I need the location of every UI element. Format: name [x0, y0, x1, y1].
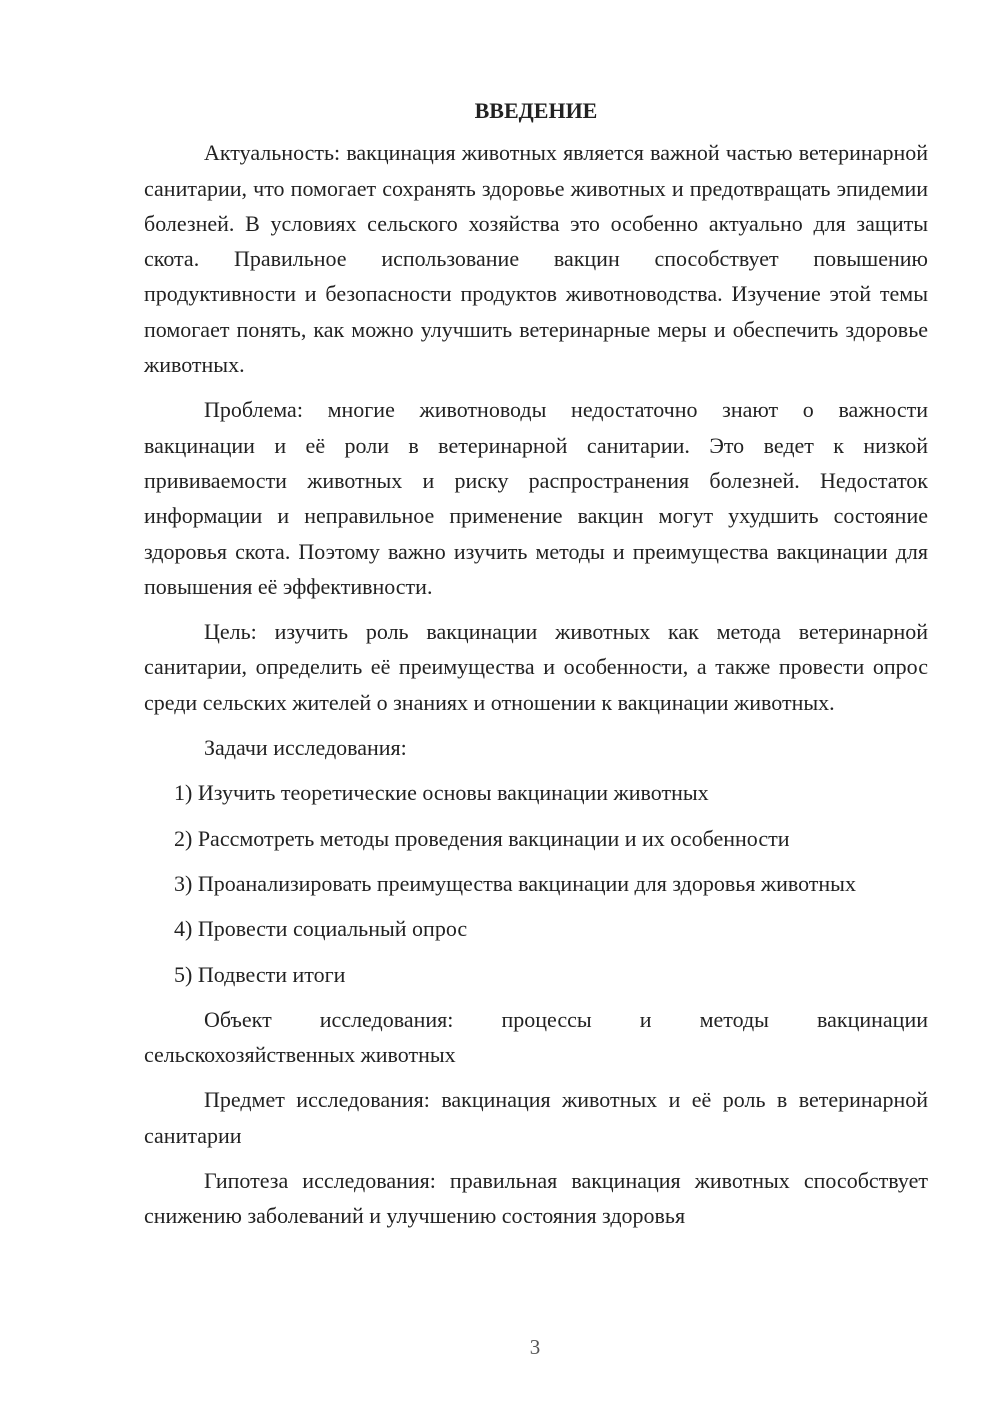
task-item: 4) Провести социальный опрос	[174, 916, 468, 942]
task-item: 5) Подвести итоги	[174, 961, 346, 987]
tasks-heading: Задачи исследования:	[204, 735, 407, 761]
task-item: 1) Изучить теоретические основы вакцинации животных	[174, 780, 709, 806]
subject-paragraph: Предмет исследования: вакцинация животных и её роль в ветеринарной санитарии	[144, 1087, 928, 1148]
task-item: 3) Проанализировать преимущества вакцинации для здоровья животных	[174, 870, 856, 896]
object-paragraph: Объект исследования: процессы и методы вакцинации сельскохозяйственных животных	[144, 1006, 928, 1068]
problem-paragraph: Проблема: многие животноводы недостаточно знают о важности вакцинации и её роли в ветеринарной санитарии. Это ведет к низкой прививаемости животных и риску распространения болезней. Недостаток информации и неправильное применение вакцин могут ухудшить состояние здоровья скота. Поэтому важно изучить методы и преимущества вакцинации для повышения её эффективности.	[144, 397, 928, 599]
page-body	[144, 93, 928, 1244]
goal-paragraph: Цель: изучить роль вакцинации животных как метода ветеринарной санитарии, определить её преимущества и особенности, а также провести опрос среди сельских жителей о знаниях и отношении к вакцинации животных.	[144, 619, 928, 715]
hypothesis-paragraph: Гипотеза исследования: правильная вакцинация животных способствует снижению заболеваний и улучшению состояния здоровья	[144, 1168, 928, 1229]
relevance-paragraph: Актуальность: вакцинация животных является важной частью ветеринарной санитарии, что помогает сохранять здоровье животных и предотвращать эпидемии болезней. В условиях сельского хозяйства это особенно актуально для защиты скота. Правильное использование вакцин способствует повышению продуктивности и безопасности продуктов животноводства. Изучение этой темы помогает понять, как можно улучшить ветеринарные меры и обеспечить здоровье животных.	[144, 140, 928, 378]
task-item: 2) Рассмотреть методы проведения вакцинации и их особенности	[174, 825, 790, 851]
page-number: 3	[529, 1335, 541, 1359]
section-title: ВВЕДЕНИЕ	[474, 98, 598, 123]
